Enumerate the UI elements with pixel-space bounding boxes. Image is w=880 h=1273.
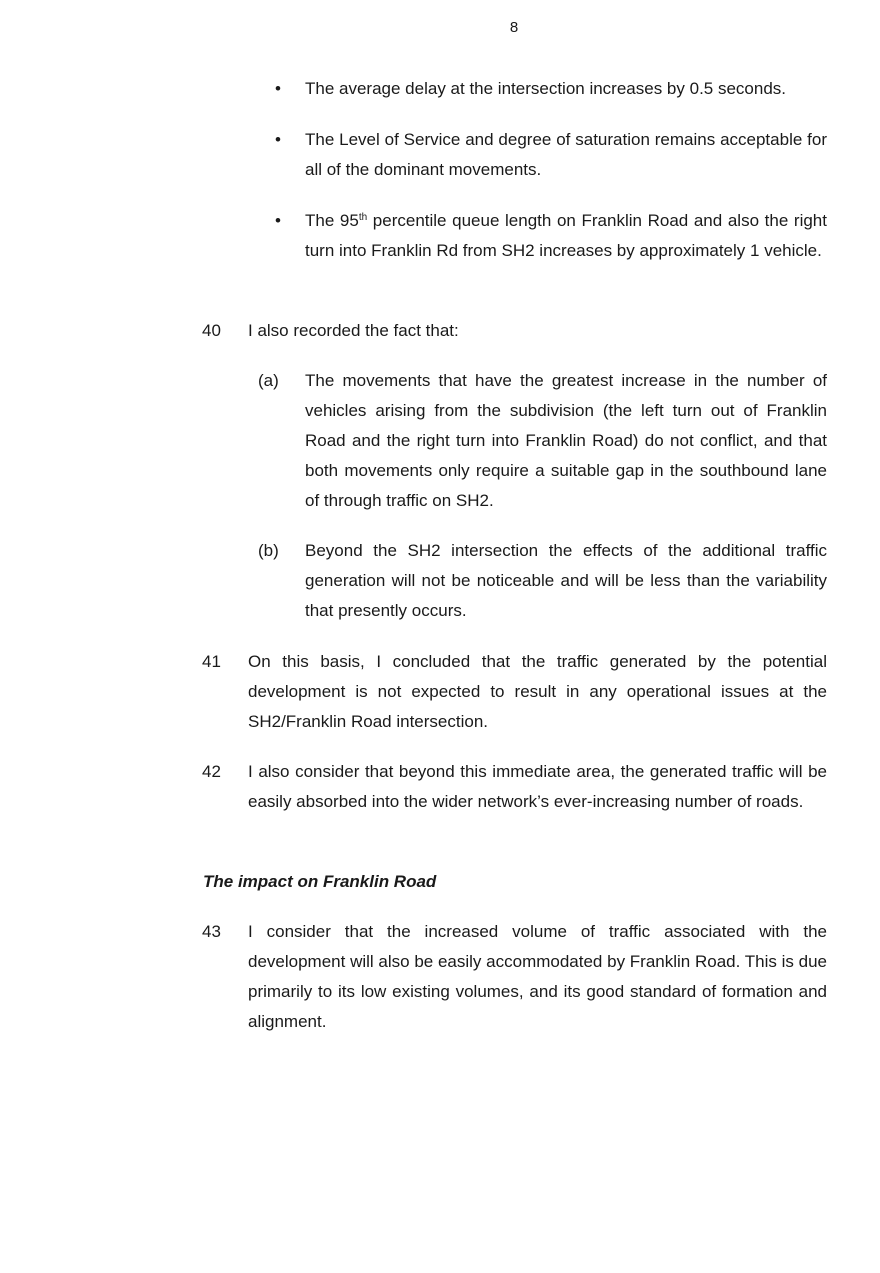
paragraph-number: 42 [202, 762, 221, 781]
paragraph-text: I also consider that beyond this immediate area, the generated traffic will be easily absorbed into the wider network’s ever-increasing number of roads. [248, 762, 827, 811]
bullet-dot-icon: • [275, 130, 281, 149]
bullet-text-end: percentile queue length on Franklin Road and also the right turn into Franklin Rd from SH2 increases by approximately 1 vehicle. [305, 211, 827, 260]
sub-item-text: The movements that have the greatest increase in the number of vehicles arising from the subdivision (the left turn out of Franklin Road and the right turn into Franklin Road) do not conflict, and that both movements only require a suitable gap in the southbound lane of through traffic on SH2. [305, 371, 827, 510]
sub-item-text: Beyond the SH2 intersection the effects of the additional traffic generation will not be noticeable and will be less than the variability that presently occurs. [305, 541, 827, 620]
paragraph-text: On this basis, I concluded that the traffic generated by the potential development is not expected to result in any operational issues at the SH2/Franklin Road intersection. [248, 652, 827, 731]
bullet-text [305, 206, 827, 266]
bullet-text-start: The 95 [305, 211, 359, 230]
sub-item-label: (b) [258, 541, 279, 560]
ordinal-suffix: th [358, 212, 368, 223]
bullet-dot-icon: • [275, 211, 281, 230]
paragraph-number: 43 [202, 922, 221, 941]
paragraph-text: I also recorded the fact that: [248, 321, 459, 340]
sub-item-label: (a) [258, 371, 279, 390]
paragraph-text: I consider that the increased volume of traffic associated with the development will also be easily accommodated by Franklin Road. This is due primarily to its low existing volumes, and its good standard of formation and alignment. [248, 922, 827, 1031]
paragraph-number: 41 [202, 652, 221, 671]
section-heading: The impact on Franklin Road [203, 872, 437, 891]
page-number: 8 [509, 19, 519, 36]
bullet-dot-icon: • [275, 79, 281, 98]
bullet-text: The average delay at the intersection increases by 0.5 seconds. [305, 79, 787, 98]
bullet-text: The Level of Service and degree of saturation remains acceptable for all of the dominant movements. [305, 130, 827, 179]
paragraph-number: 40 [202, 321, 221, 340]
